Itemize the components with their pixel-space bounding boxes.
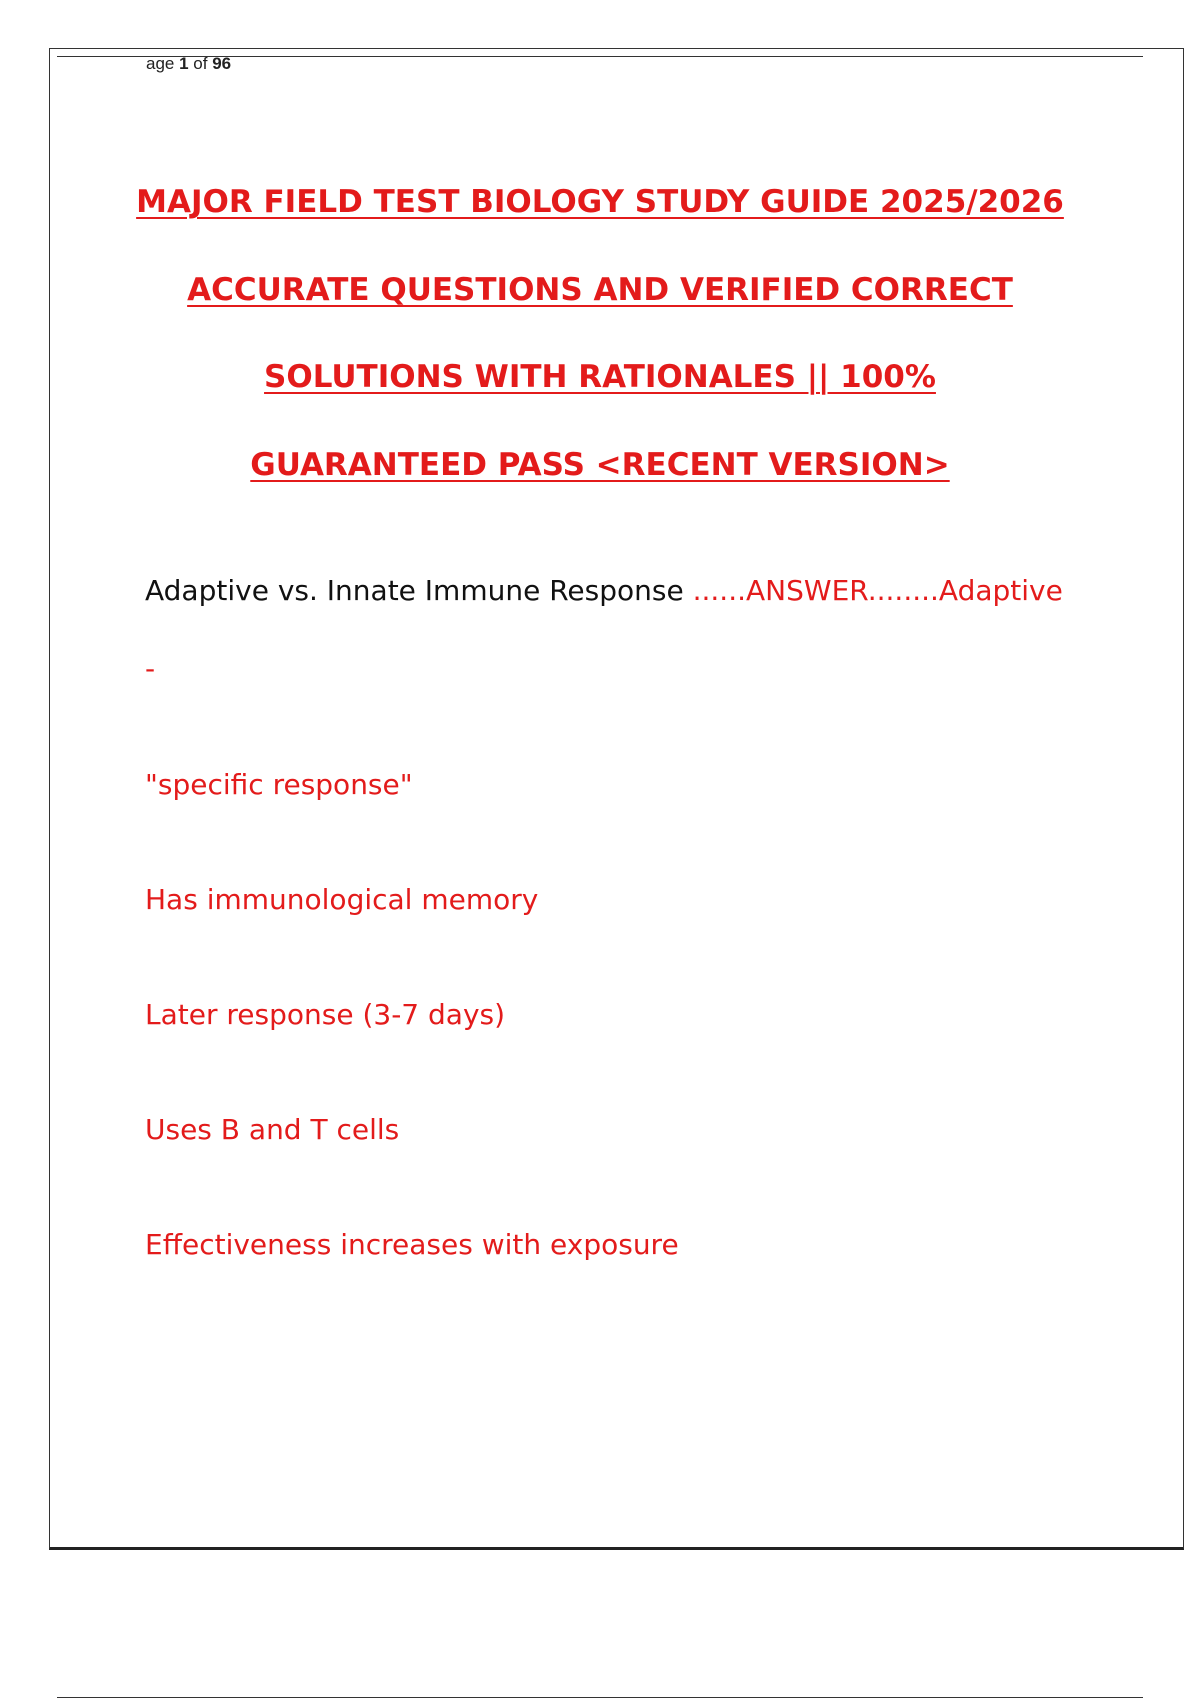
answer-item: - (145, 652, 156, 685)
page-of: of (188, 54, 213, 73)
page-number (146, 54, 231, 74)
question-line (145, 574, 1063, 607)
answer-item: Has immunological memory (145, 883, 539, 916)
title-line-2: ACCURATE QUESTIONS AND VERIFIED CORRECT (187, 272, 1013, 308)
page-prefix: age (146, 54, 180, 73)
page-total: 96 (212, 54, 232, 73)
title-line-4: GUARANTEED PASS <RECENT VERSION> (250, 447, 950, 483)
footer-rule (57, 1697, 1143, 1698)
page-current: 1 (179, 54, 189, 73)
answer-item: Later response (3-7 days) (145, 998, 506, 1031)
title-line-3: SOLUTIONS WITH RATIONALES || 100% (264, 359, 936, 395)
question-text: Adaptive vs. Innate Immune Response (145, 574, 693, 607)
answer-marker: ......ANSWER........Adaptive (692, 574, 1063, 607)
answer-item: Effectiveness increases with exposure (145, 1228, 679, 1261)
answer-item: Uses B and T cells (145, 1113, 400, 1146)
answer-item: "specific response" (145, 768, 413, 801)
title-line-1: MAJOR FIELD TEST BIOLOGY STUDY GUIDE 2025/2026 (136, 184, 1064, 220)
